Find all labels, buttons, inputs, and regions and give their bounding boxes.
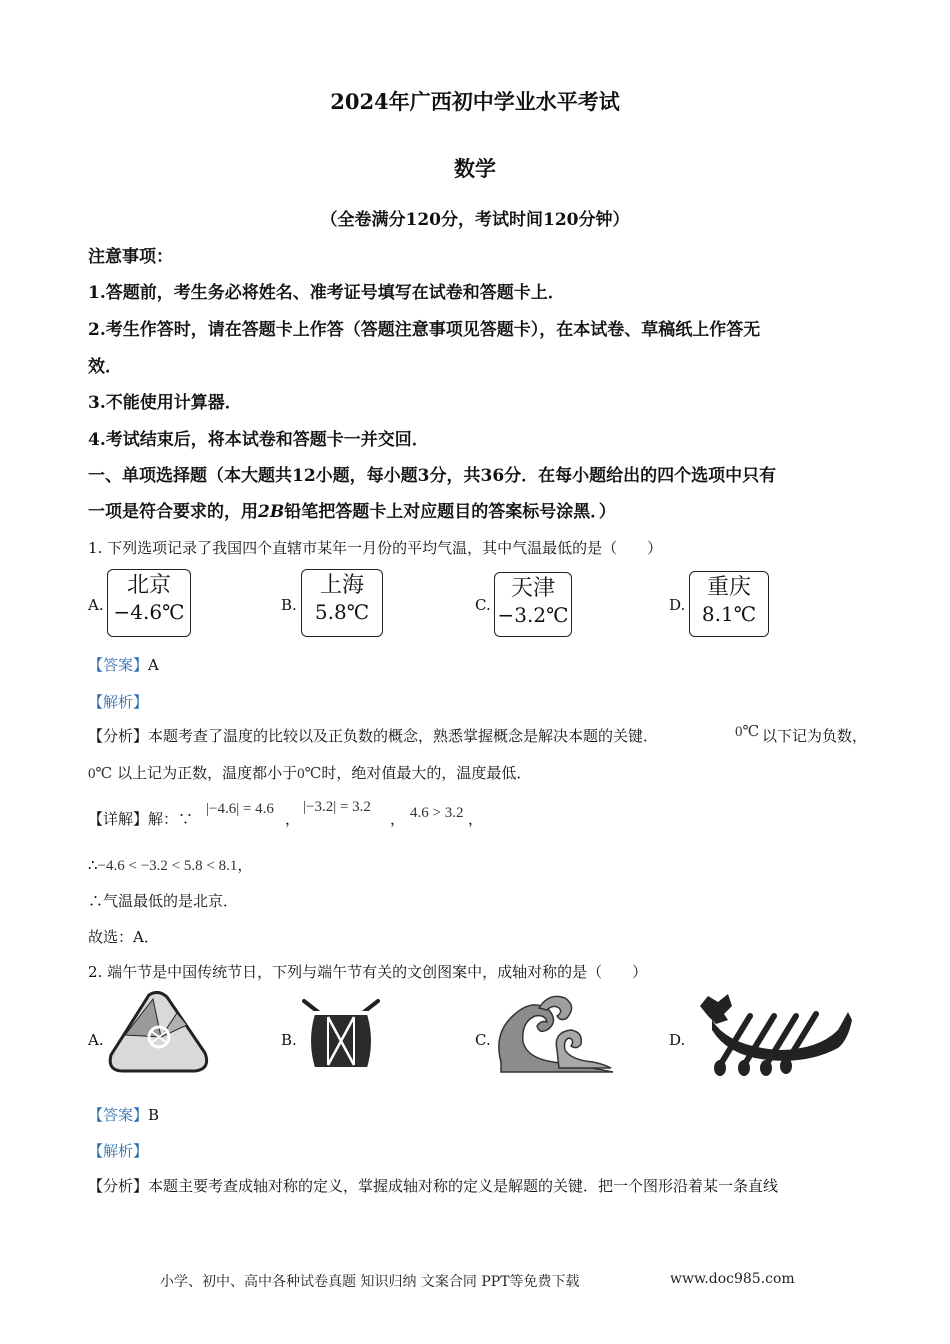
city-name: 天津 [510, 576, 555, 601]
city-name: 重庆 [706, 575, 751, 600]
q1-option-d-card[interactable] [689, 571, 769, 637]
therefore-symbol: ∴ [88, 856, 98, 874]
section1-line1: 一、单项选择题（本大题共12小题，每小题3分，共36分．在每小题给出的四个选项中只有 [88, 466, 777, 486]
dragon-boat-icon[interactable] [688, 990, 858, 1078]
detail-tag: 【详解】 [88, 810, 149, 828]
note-item-2-line2: 效． [88, 357, 122, 377]
q1-option-d-label[interactable]: D. [669, 596, 686, 614]
fenxi-text: 本题主要考查成轴对称的定义，掌握成轴对称的定义是解题的关键．把一个图形沿着某一条直线 [148, 1177, 779, 1195]
note-item-1: 1.答题前，考生务必将姓名、准考证号填写在试卷和答题卡上． [88, 283, 565, 303]
city-name: 上海 [319, 573, 364, 598]
temperature: 8.1℃ [701, 602, 757, 626]
q1-option-b-label[interactable]: B. [281, 596, 297, 614]
answer-tag: 【答案】 [88, 656, 149, 674]
q1-fenxi-line1 [88, 725, 658, 746]
comma-4: ， [237, 856, 253, 874]
notes-heading: 注意事项： [88, 247, 173, 267]
fenxi-line2-a: 以上记为正数，温度都小于 [117, 764, 298, 782]
q1-option-b-card[interactable] [301, 569, 383, 637]
q1-therefore-2: ∴气温最低的是北京． [88, 892, 239, 910]
footer-text: 小学、初中、高中各种试卷真题 知识归纳 文案合同 PPT等免费下载 [160, 1274, 580, 1290]
q1-option-c-label[interactable]: C. [475, 596, 491, 614]
fenxi-line2-b: 时，绝对值最大的，温度最低． [321, 764, 532, 782]
q1-detail-line [88, 808, 193, 829]
section1-line2-pre: 一项是符合要求的，用 [88, 502, 258, 522]
abs-value-2: |−3.2| = 3.2 [303, 799, 371, 815]
q2-analysis-tag: 【解析】 [88, 1142, 149, 1160]
q2-answer [88, 1104, 159, 1125]
zero-degree-2: 0℃ [88, 766, 113, 782]
q1-fenxi-line1-end: 以下记为负数， [762, 727, 868, 745]
note-item-3: 3.不能使用计算器． [88, 393, 242, 413]
q2-option-a-label[interactable]: A. [88, 1031, 104, 1049]
zero-degree-1: 0℃ [735, 724, 760, 740]
q1-analysis-tag: 【解析】 [88, 693, 149, 711]
zongzi-icon[interactable] [105, 991, 211, 1075]
answer-tag: 【答案】 [88, 1106, 149, 1124]
q2-stem: 2. 端午节是中国传统节日，下列与端午节有关的文创图案中，成轴对称的是（ ） [88, 963, 648, 981]
answer-value: A [148, 656, 159, 674]
temperature: −3.2℃ [497, 603, 569, 627]
fenxi-text: 本题考查了温度的比较以及正负数的概念，熟悉掌握概念是解决本题的关键． [148, 727, 659, 745]
q1-option-a-card[interactable] [107, 569, 191, 637]
q1-therefore-line [88, 854, 252, 875]
comma-2: ， [390, 810, 406, 828]
q1-option-c-card[interactable] [494, 572, 572, 637]
q2-option-d-label[interactable]: D. [669, 1031, 686, 1049]
pencil-grade: 2B [258, 502, 285, 522]
detail-pre: 解：∵ [148, 810, 194, 828]
q1-stem: 1. 下列选项记录了我国四个直辖市某年一月份的平均气温，其中气温最低的是（ ） [88, 539, 663, 557]
temperature: 5.8℃ [314, 600, 370, 624]
fenxi-tag: 【分析】 [88, 727, 149, 745]
subject-title: 数学 [454, 156, 496, 181]
answer-value: B [148, 1106, 160, 1124]
comparison: 4.6 > 3.2 [410, 805, 464, 821]
city-name: 北京 [126, 573, 171, 598]
comma-3: ， [468, 810, 484, 828]
zero-degree-3: 0℃ [297, 766, 322, 782]
q1-answer [88, 654, 159, 675]
inequality-chain: −4.6 < −3.2 < 5.8 < 8.1 [97, 858, 238, 874]
note-item-2-line1: 2.考生作答时，请在答题卡上作答（答题注意事项见答题卡），在本试卷、草稿纸上作答无 [88, 320, 761, 340]
q1-option-a-label[interactable]: A. [88, 596, 104, 614]
exam-info: （全卷满分120分，考试时间120分钟） [320, 210, 630, 230]
q1-conclusion: 故选：A． [88, 928, 159, 946]
q2-option-b-label[interactable]: B. [281, 1031, 297, 1049]
comma-1: ， [285, 810, 301, 828]
temperature: −4.6℃ [113, 600, 185, 624]
section1-line2 [88, 497, 616, 522]
note-item-4: 4.考试结束后，将本试卷和答题卡一并交回． [88, 430, 429, 450]
section1-line2-post: 铅笔把答题卡上对应题目的答案标号涂黑．） [284, 502, 616, 522]
q2-option-c-label[interactable]: C. [475, 1031, 491, 1049]
drum-icon[interactable] [298, 993, 384, 1079]
wave-cloud-icon[interactable] [493, 992, 617, 1076]
abs-value-1: |−4.6| = 4.6 [206, 801, 274, 817]
footer-url[interactable]: www.doc985.com [670, 1271, 795, 1287]
fenxi-tag: 【分析】 [88, 1177, 149, 1195]
q2-fenxi-line1 [88, 1175, 778, 1196]
q1-fenxi-line2 [88, 762, 531, 783]
exam-title: 2024年广西初中学业水平考试 [330, 89, 620, 114]
